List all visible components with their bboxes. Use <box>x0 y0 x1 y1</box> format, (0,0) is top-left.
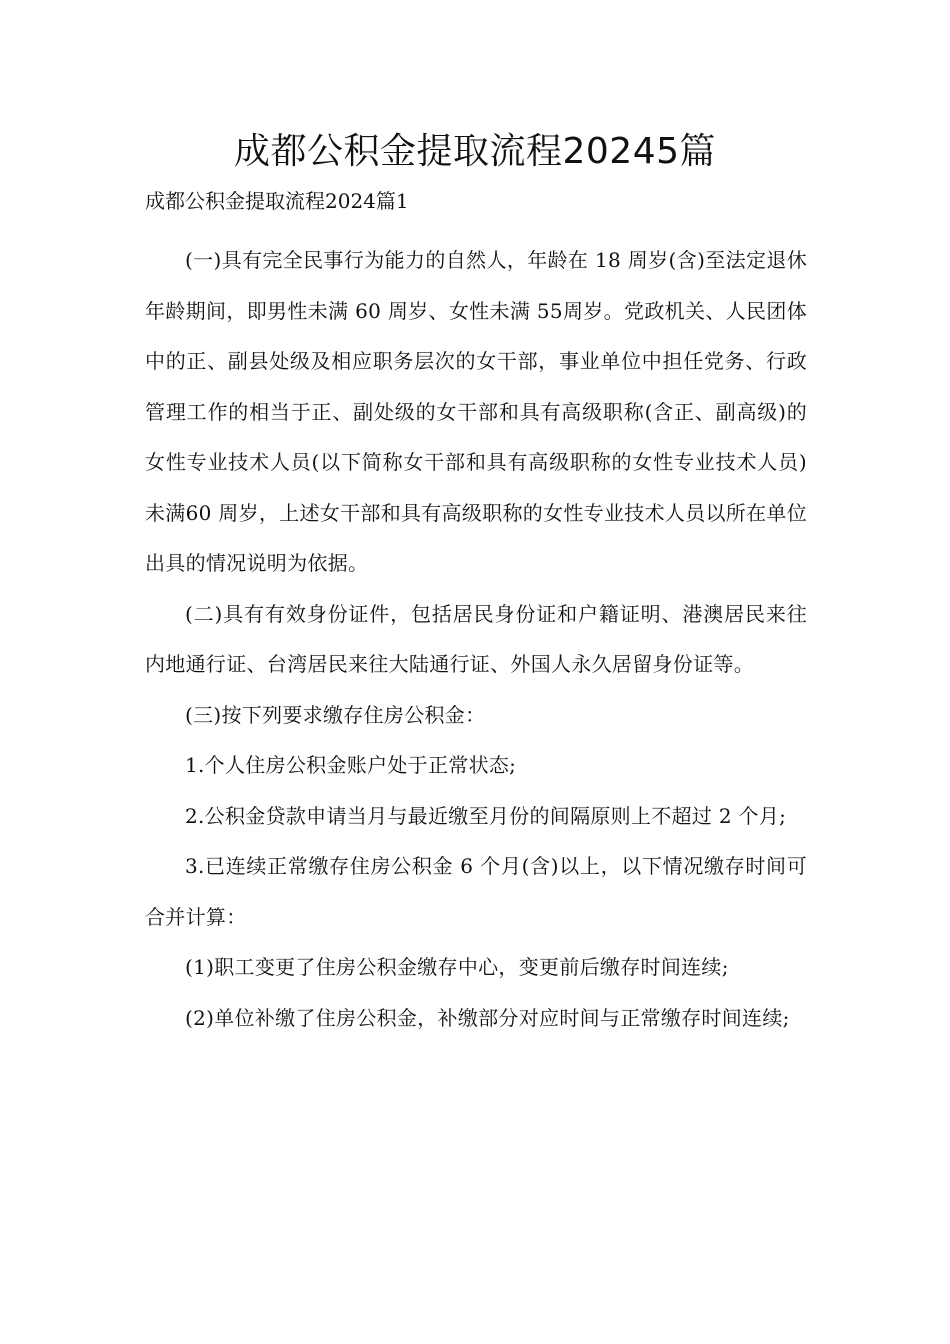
paragraph-1: (一)具有完全民事行为能力的自然人，年龄在 18 周岁(含)至法定退休年龄期间，即男性未满 60 周岁、女性未满 55周岁。党政机关、人民团体中的正、副县处级及相应职务层次的女干部，事业单位中担任党务、行政管理工作的相当于正、副处级的女干部和具有高级职称(含正、副高级)的女性专业技术人员(以下简称女干部和具有高级职称的女性专业技术人员)未满60 周岁，上述女干部和具有高级职称的女性专业技术人员以所在单位出具的情况说明为依据。 <box>145 248 808 575</box>
paragraph-5: 2.公积金贷款申请当月与最近缴至月份的间隔原则上不超过 2 个月; <box>185 803 787 828</box>
paragraph-8: (2)单位补缴了住房公积金，补缴部分对应时间与正常缴存时间连续; <box>185 1005 790 1030</box>
paragraph-7: (1)职工变更了住房公积金缴存中心，变更前后缴存时间连续; <box>185 955 729 979</box>
paragraph-3: (三)按下列要求缴存住房公积金： <box>185 702 486 727</box>
document-body <box>145 235 807 1043</box>
paragraph-4: 1.个人住房公积金账户处于正常状态; <box>185 753 517 777</box>
document-subtitle: 成都公积金提取流程2024篇1 <box>145 189 409 213</box>
document-title: 成都公积金提取流程20245篇 <box>233 131 717 172</box>
paragraph-2: (二)具有有效身份证件，包括居民身份证和户籍证明、港澳居民来往内地通行证、台湾居民来往大陆通行证、外国人永久居留身份证等。 <box>145 601 807 676</box>
paragraph-6: 3.已连续正常缴存住房公积金 6 个月(含)以上，以下情况缴存时间可合并计算： <box>145 854 807 929</box>
